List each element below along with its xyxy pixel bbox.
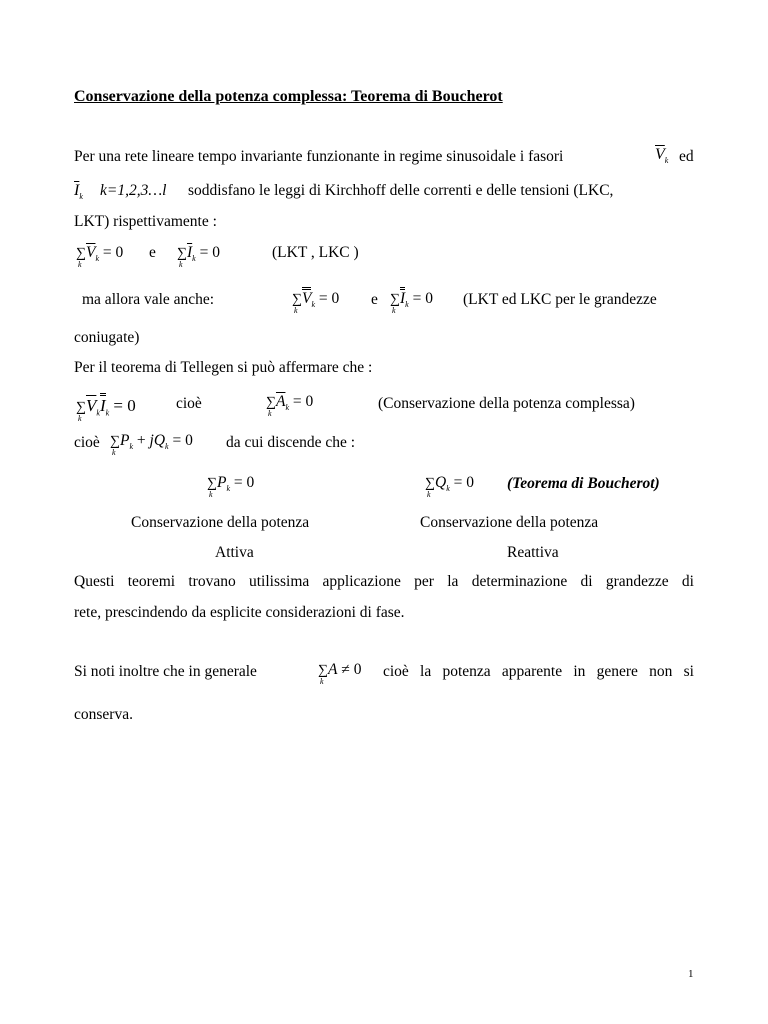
eq-lkc: ∑ k $\overline{I}_k = 0$ [177,244,220,269]
boucherot-label: (Teorema di Boucherot) [507,475,660,492]
eq2-e: e [371,291,378,308]
para1-line3: LKT) rispettivamente : [74,213,217,230]
da-cui: da cui discende che : [226,434,356,451]
page-number: 1 [688,968,694,980]
eq-reactive-power: ∑ k $Q_k = 0$ [425,474,474,499]
label-attiva: Attiva [215,544,254,561]
cons-pot-reattiva: Conservazione della potenza [420,514,599,531]
para1-ed: ed [679,148,694,165]
eq-lkt-conj: ∑ k $V_k = 0$ [292,287,339,309]
cons-pot-attiva: Conservazione della potenza [131,514,310,531]
questi-line2: rete, prescindendo da esplicite considerazioni di fase. [74,604,405,621]
eq-p-jq: ∑ k $P_k + jQ_k = 0$ [110,432,193,457]
eq1-e: e [149,244,156,261]
eq3-label: (Conservazione della potenza complessa) [378,395,635,412]
eq-tellegen: ∑ k $\overline{V}_kI_k = 0$ [76,393,136,417]
para1-k-values: k=1,2,3…l [100,182,167,199]
eq-active-power: ∑ k $P_k = 0$ [207,474,255,499]
phasor-i-symbol: $\overline{I}_k$ [74,182,83,202]
si-noti-line1: Si noti inoltre che in generale [74,663,257,680]
eq-lkc-conj: ∑ k $I_k = 0$ [390,287,433,309]
label-reattiva: Reattiva [507,544,559,561]
questi-line1: Questi teoremi trovano utilissima applicazione per la determinazione di grandezze di [74,573,694,590]
ma-allora: ma allora vale anche: [82,291,215,308]
para1-line1: Per una rete lineare tempo invariante funzionante in regime sinusoidale i fasori [74,148,564,165]
cioe-1: cioè [176,395,202,412]
tellegen-line: Per il teorema di Tellegen si può affermare che : [74,359,373,376]
eq2-label: (LKT ed LKC per le grandezze [463,291,657,308]
coniugate: coniugate) [74,329,140,346]
eq-lkt: ∑ k $\overline{V}_k = 0$ [76,244,124,269]
cioe-2: cioè [74,434,100,451]
page-title: Conservazione della potenza complessa: Teorema di Boucherot [74,88,503,105]
phasor-v-symbol: $\overline{V}_k$ [655,146,669,166]
eq1-label: (LKT , LKC ) [272,244,359,261]
conserva: conserva. [74,706,133,723]
eq-apparent-power: ∑ k A ≠ 0 [318,661,362,686]
para1-line2: soddisfano le leggi di Kirchhoff delle correnti e delle tensioni (LKC, [188,182,614,199]
si-noti-line2: cioè la potenza apparente in genere non si [383,663,694,680]
eq-complex-power: ∑ k $\overline{A}_k = 0$ [266,393,314,418]
